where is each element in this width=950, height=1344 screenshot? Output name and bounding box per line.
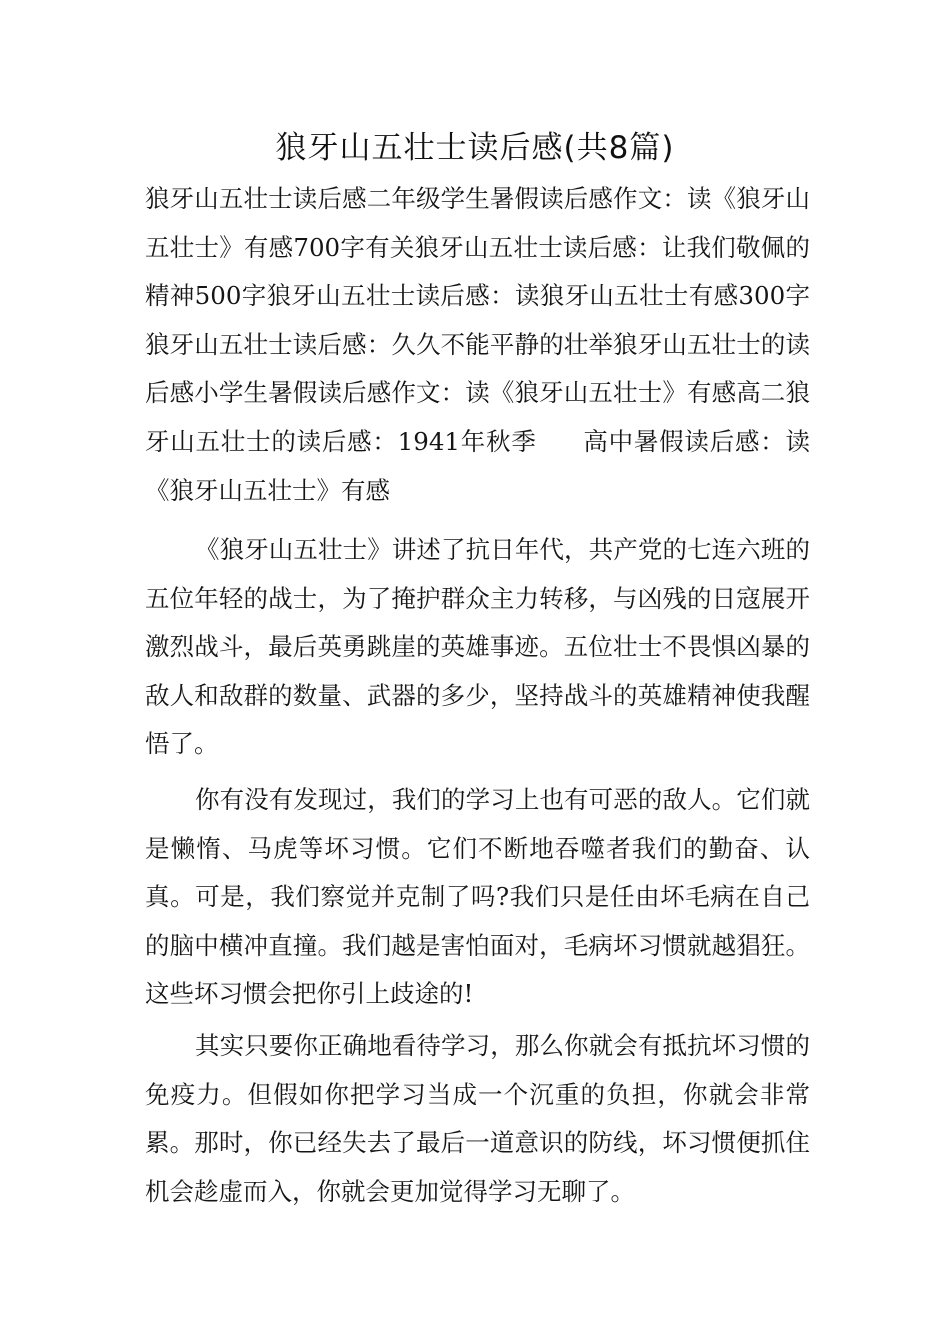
intro-text-part-2: 高中暑假读后感：读《狼牙山五壮士》有感	[145, 426, 810, 505]
intro-paragraph	[145, 175, 810, 515]
paragraph-2: 你有没有发现过，我们的学习上也有可恶的敌人。它们就是懒惰、马虎等坏习惯。它们不断地吞噬者我们的勤奋、认真。可是，我们察觉并克制了吗?我们只是任由坏毛病在自己的脑中横冲直撞。我们越是害怕面对，毛病坏习惯就越猖狂。这些坏习惯会把你引上歧途的!	[145, 785, 810, 1009]
intro-text-part-1: 狼牙山五壮士读后感二年级学生暑假读后感作文：读《狼牙山五壮士》有感700字有关狼牙山五壮士读后感：让我们敬佩的精神500字狼牙山五壮士读后感：读狼牙山五壮士有感300字狼牙山五壮士读后感：久久不能平静的壮举狼牙山五壮士的读后感小学生暑假读后感作文：读《狼牙山五壮士》有感高二狼牙山五壮士的读后感：1941年秋季	[145, 184, 810, 456]
paragraph-1: 《狼牙山五壮士》讲述了抗日年代，共产党的七连六班的五位年轻的战士，为了掩护群众主力转移，与凶残的日寇展开激烈战斗，最后英勇跳崖的英雄事迹。五位壮士不畏惧凶暴的敌人和敌群的数量、武器的多少，坚持战斗的英雄精神使我醒悟了。	[145, 535, 810, 759]
document-title: 狼牙山五壮士读后感(共8篇)	[275, 130, 675, 166]
paragraph-3: 其实只要你正确地看待学习，那么你就会有抵抗坏习惯的免疫力。但假如你把学习当成一个沉重的负担，你就会非常累。那时，你已经失去了最后一道意识的防线，坏习惯便抓住机会趁虚而入，你就会更加觉得学习无聊了。	[145, 1031, 810, 1206]
